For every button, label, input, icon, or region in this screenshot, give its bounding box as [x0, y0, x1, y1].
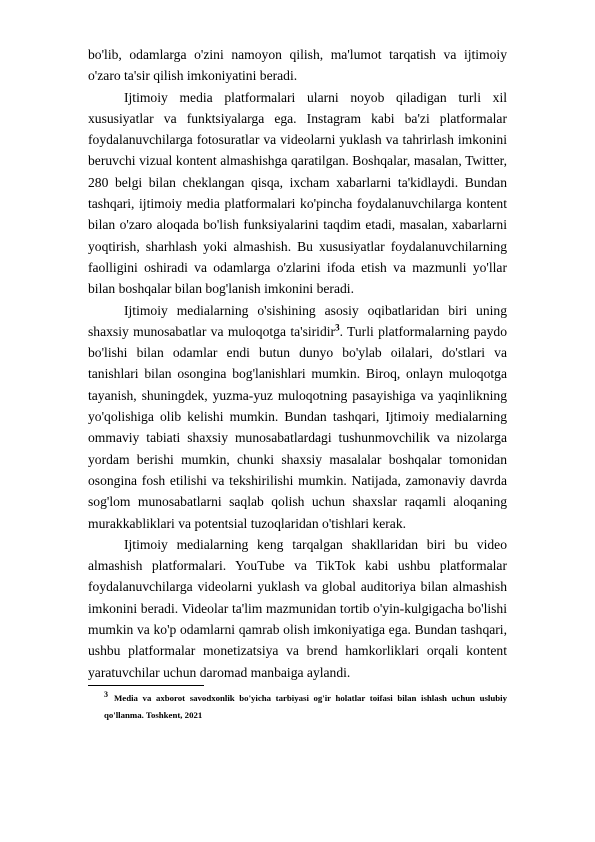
paragraph-3-text-after: . Turli platformalarning paydo bo'lishi bilan odamlar endi butun dunyo bo'ylab oilalari, do'stlari va tanishlari bilan osongina bog'lanishlari mumkin. Biroq, onlayn muloqotga tayanish, shuningdek, yuzma-yuz muloqotning pasayishiga va yaqinlikning yo'qolishiga olib kelishi mumkin. Bundan tashqari, Ijtimoiy medialarning ommaviy tabiati shaxsiy munosabatlardagi tushunmovchilik va nizolarga yordam berishi mumkin, chunki shaxsiy masalalar boshqalar tomonidan osongina fosh etilishi va tekshirilishi mumkin. Natijada, zamonaviy davrda sog'lom munosabatlarni saqlab qolish uchun shaxslar raqamli aloqaning murakkabliklari va potentsial tuzoqlaridan o'tishlari kerak.: [88, 323, 507, 531]
footnote-divider: [88, 685, 204, 686]
document-page: [88, 44, 507, 724]
footnote-reference[interactable]: 3: [335, 322, 340, 333]
paragraph-4: [88, 534, 507, 683]
paragraph-4-text: Ijtimoiy medialarning keng tarqalgan shakllaridan biri bu video almashish platformalari. YouTube va TikTok kabi ushbu platformalar foydalanuvchilarga videolarni yuklash va global auditoriya bilan almashish imkonini beradi. Videolar ta'lim mazmunidan tortib o'yin-kulgigacha bo'lishi mumkin va ko'p odamlarni qamrab olish imkoniyatiga ega. Bundan tashqari, ushbu platformalar monetizatsiya va brend hamkorliklari orqali kontent yaratuvchilar uchun daromad manbaiga aylandi.: [88, 536, 507, 680]
paragraph-2-text: Ijtimoiy media platformalari ularni noyob qiladigan turli xil xususiyatlar va funktsiyalarga ega. Instagram kabi ba'zi platformalar foydalanuvchilarga fotosuratlar va videolarni yuklash va tahrirlash imkonini beruvchi vizual kontent almashishga qaratilgan. Boshqalar, masalan, Twitter, 280 belgi bilan cheklangan qisqa, ixcham xabarlarni ta'kidlaydi. Bundan tashqari, ijtimoiy media platformalari ko'pincha foydalanuvchilarga kontent bilan o'zaro aloqada bo'lish funksiyalarini taqdim etadi, masalan, xabarlarni yoqtirish, sharhlash yoki almashish. Bu xususiyatlar foydalanuvchilarning faolligini oshiradi va odamlarga o'zlarini ifoda etish va mazmunli yo'llar bilan boshqalar bilan bog'lanish imkonini beradi.: [88, 89, 507, 297]
footnote-text: Media va axborot savodxonlik bo'yicha tarbiyasi og'ir holatlar toifasi bilan ishlash uchun uslubiy qo'llanma. Toshkent, 2021: [104, 692, 507, 720]
footnote: [88, 690, 507, 724]
paragraph-2: [88, 87, 507, 300]
paragraph-1: [88, 44, 507, 87]
paragraph-1-text: bo'lib, odamlarga o'zini namoyon qilish, ma'lumot tarqatish va ijtimoiy o'zaro ta'sir qilish imkoniyatini beradi.: [88, 47, 507, 84]
paragraph-3-text-before: Ijtimoiy medialarning o'sishining asosiy oqibatlaridan biri uning shaxsiy munosabatlar va muloqotga ta'siridir: [88, 302, 507, 339]
paragraph-3: [88, 300, 507, 534]
footnote-number: 3: [104, 689, 108, 699]
